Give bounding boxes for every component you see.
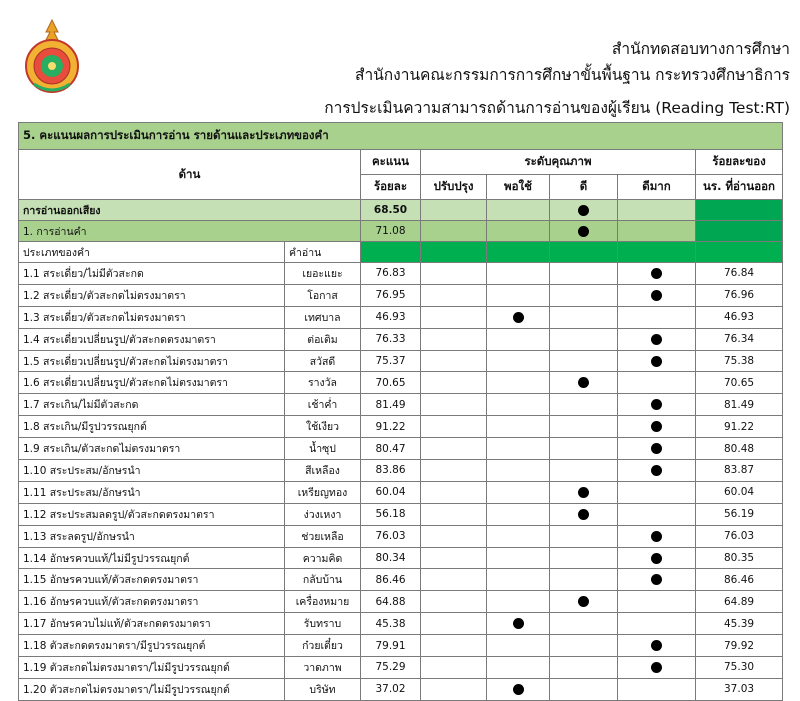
level-cell — [421, 635, 487, 657]
table-row — [19, 569, 783, 591]
level-cell — [550, 284, 618, 306]
sample-word: รับทราบ — [285, 613, 361, 635]
level-cell — [487, 306, 550, 328]
level-dot-marker — [651, 640, 662, 651]
level-cell — [487, 350, 550, 372]
sample-word: เช้าค่ำ — [285, 394, 361, 416]
table-row — [19, 481, 783, 503]
level-dot-marker — [578, 377, 589, 388]
score-percent: 76.03 — [361, 525, 421, 547]
sample-word: ความคิด — [285, 547, 361, 569]
level-cell — [618, 350, 696, 372]
section-title: 5. คะแนนผลการประเมินการอ่าน รายด้านและประเภทของคำ — [19, 123, 783, 150]
col-header-quality: ระดับคุณภาพ — [421, 150, 696, 175]
level-cell — [487, 372, 550, 394]
level-cell — [421, 613, 487, 635]
level-dot-marker — [651, 399, 662, 410]
sub-header-row — [19, 242, 783, 263]
level-cell — [550, 438, 618, 460]
level-dot-marker — [651, 574, 662, 585]
level-dot-marker — [578, 596, 589, 607]
level-cell — [618, 200, 696, 221]
table-row — [19, 350, 783, 372]
students-reading-percent: 37.03 — [696, 678, 783, 700]
word-type-label: 1.16 อักษรควบแท้/ตัวสะกดตรงมาตรา — [19, 591, 285, 613]
table-row — [19, 547, 783, 569]
level-cell — [550, 657, 618, 679]
table-row — [19, 306, 783, 328]
students-reading-percent: 80.48 — [696, 438, 783, 460]
level-dot-marker — [513, 684, 524, 695]
level-cell — [487, 284, 550, 306]
level-cell — [421, 350, 487, 372]
level-cell — [487, 591, 550, 613]
level-cell — [618, 481, 696, 503]
level-cell — [421, 394, 487, 416]
word-type-label: 1.3 สระเดี่ยว/ตัวสะกดไม่ตรงมาตรา — [19, 306, 285, 328]
word-type-label: 1.7 สระเกิน/ไม่มีตัวสะกด — [19, 394, 285, 416]
level-cell — [487, 503, 550, 525]
level-cell — [550, 613, 618, 635]
students-reading-percent: 60.04 — [696, 481, 783, 503]
table-row — [19, 503, 783, 525]
score-percent: 80.47 — [361, 438, 421, 460]
obec-emblem-logo — [24, 18, 80, 96]
table-row — [19, 416, 783, 438]
score-percent: 81.49 — [361, 394, 421, 416]
header-office-name: สำนักทดสอบทางการศึกษา — [611, 40, 790, 58]
score-percent: 86.46 — [361, 569, 421, 591]
level-cell — [550, 306, 618, 328]
sample-word: กลับบ้าน — [285, 569, 361, 591]
score-percent: 56.18 — [361, 503, 421, 525]
sample-word: เครื่องหมาย — [285, 591, 361, 613]
word-type-label: 1.6 สระเดี่ยวเปลี่ยนรูป/ตัวสะกดไม่ตรงมาตรา — [19, 372, 285, 394]
group-label: 1. การอ่านคำ — [19, 221, 361, 242]
level-cell — [618, 657, 696, 679]
level-cell — [421, 503, 487, 525]
level-cell — [550, 635, 618, 657]
students-reading-percent: 76.03 — [696, 525, 783, 547]
table-row — [19, 613, 783, 635]
score-percent: 37.02 — [361, 678, 421, 700]
score-percent: 80.34 — [361, 547, 421, 569]
level-cell — [487, 481, 550, 503]
word-type-label: 1.19 ตัวสะกดไม่ตรงมาตรา/ไม่มีรูปวรรณยุกต์ — [19, 657, 285, 679]
level-cell — [421, 481, 487, 503]
sample-word: ต่อเติม — [285, 328, 361, 350]
level-cell — [550, 481, 618, 503]
score-percent: 83.86 — [361, 460, 421, 482]
students-reading-percent: 76.34 — [696, 328, 783, 350]
level-cell — [618, 438, 696, 460]
level-cell — [421, 284, 487, 306]
level-cell — [550, 591, 618, 613]
sample-word: เทศบาล — [285, 306, 361, 328]
filler-cell — [421, 242, 487, 263]
level-cell — [618, 613, 696, 635]
level-header-fair: พอใช้ — [487, 175, 550, 200]
level-cell — [421, 306, 487, 328]
level-dot-marker — [578, 509, 589, 520]
level-cell — [618, 416, 696, 438]
score-percent: 45.38 — [361, 613, 421, 635]
word-type-label: 1.5 สระเดี่ยวเปลี่ยนรูป/ตัวสะกดไม่ตรงมาตรา — [19, 350, 285, 372]
word-type-label: 1.14 อักษรควบแท้/ไม่มีรูปวรรณยุกต์ — [19, 547, 285, 569]
level-cell — [550, 547, 618, 569]
students-reading-percent: 76.96 — [696, 284, 783, 306]
level-cell — [550, 525, 618, 547]
level-cell — [421, 460, 487, 482]
level-cell — [487, 416, 550, 438]
students-reading-percent: 56.19 — [696, 503, 783, 525]
percent-cell — [696, 200, 783, 221]
level-dot-marker — [651, 443, 662, 454]
col-header-score: คะแนน — [361, 150, 421, 175]
word-type-label: 1.12 สระประสมลดรูป/ตัวสะกดตรงมาตรา — [19, 503, 285, 525]
students-reading-percent: 75.30 — [696, 657, 783, 679]
level-cell — [618, 284, 696, 306]
level-cell — [421, 221, 487, 242]
table-row — [19, 657, 783, 679]
level-cell — [421, 438, 487, 460]
level-header-good: ดี — [550, 175, 618, 200]
table-row — [19, 394, 783, 416]
score-percent: 76.33 — [361, 328, 421, 350]
group-score: 71.08 — [361, 221, 421, 242]
word-type-label: 1.10 สระประสม/อักษรนำ — [19, 460, 285, 482]
word-type-label: 1.18 ตัวสะกดตรงมาตรา/มีรูปวรรณยุกต์ — [19, 635, 285, 657]
word-type-label: 1.11 สระประสม/อักษรนำ — [19, 481, 285, 503]
level-dot-marker — [578, 205, 589, 216]
level-cell — [618, 635, 696, 657]
level-cell — [618, 372, 696, 394]
word-type-label: 1.9 สระเกิน/ตัวสะกดไม่ตรงมาตรา — [19, 438, 285, 460]
level-cell — [421, 416, 487, 438]
level-dot-marker — [651, 421, 662, 432]
level-cell — [421, 569, 487, 591]
score-percent: 76.83 — [361, 263, 421, 285]
word-header: คำอ่าน — [285, 242, 361, 263]
sample-word: ใช้เงียว — [285, 416, 361, 438]
level-cell — [618, 525, 696, 547]
level-cell — [618, 569, 696, 591]
level-cell — [487, 328, 550, 350]
students-reading-percent: 64.89 — [696, 591, 783, 613]
level-dot-marker — [578, 226, 589, 237]
level-cell — [421, 525, 487, 547]
word-type-label: 1.2 สระเดี่ยว/ตัวสะกดไม่ตรงมาตรา — [19, 284, 285, 306]
table-row — [19, 372, 783, 394]
table-row — [19, 635, 783, 657]
word-type-label: 1.13 สระลดรูป/อักษรนำ — [19, 525, 285, 547]
col-header-students-reading: นร. ที่อ่านออก — [696, 175, 783, 200]
level-cell — [421, 372, 487, 394]
level-cell — [550, 503, 618, 525]
students-reading-percent: 81.49 — [696, 394, 783, 416]
word-type-label: 1.4 สระเดี่ยวเปลี่ยนรูป/ตัวสะกดตรงมาตรา — [19, 328, 285, 350]
level-cell — [421, 547, 487, 569]
level-cell — [487, 263, 550, 285]
students-reading-percent: 45.39 — [696, 613, 783, 635]
students-reading-percent: 46.93 — [696, 306, 783, 328]
students-reading-percent: 76.84 — [696, 263, 783, 285]
students-reading-percent: 86.46 — [696, 569, 783, 591]
level-cell — [487, 678, 550, 700]
group-row-oral-reading — [19, 200, 783, 221]
level-cell — [550, 221, 618, 242]
sample-word: ช่วยเหลือ — [285, 525, 361, 547]
table-row — [19, 263, 783, 285]
level-cell — [550, 394, 618, 416]
level-cell — [550, 678, 618, 700]
score-percent: 75.29 — [361, 657, 421, 679]
level-header-very-good: ดีมาก — [618, 175, 696, 200]
score-percent: 79.91 — [361, 635, 421, 657]
word-type-header: ประเภทของคำ — [19, 242, 285, 263]
level-dot-marker — [578, 487, 589, 498]
level-cell — [618, 263, 696, 285]
level-dot-marker — [651, 553, 662, 564]
level-dot-marker — [651, 662, 662, 673]
word-type-label: 1.17 อักษรควบไม่แท้/ตัวสะกดตรงมาตรา — [19, 613, 285, 635]
col-header-percent: ร้อยละของ — [696, 150, 783, 175]
level-cell — [487, 613, 550, 635]
word-type-label: 1.15 อักษรควบแท้/ตัวสะกดตรงมาตรา — [19, 569, 285, 591]
level-cell — [421, 678, 487, 700]
filler-cell — [487, 242, 550, 263]
level-cell — [487, 547, 550, 569]
table-row — [19, 284, 783, 306]
col-header-area: ด้าน — [19, 150, 361, 200]
sample-word: ง่วงเหงา — [285, 503, 361, 525]
sample-word: เยอะแยะ — [285, 263, 361, 285]
students-reading-percent: 70.65 — [696, 372, 783, 394]
header-report-title: การประเมินความสามารถด้านการอ่านของผู้เรียน (Reading Test:RT) — [324, 99, 790, 117]
score-percent: 91.22 — [361, 416, 421, 438]
sample-word: บริษัท — [285, 678, 361, 700]
sample-word: วาดภาพ — [285, 657, 361, 679]
level-cell — [421, 328, 487, 350]
level-dot-marker — [651, 334, 662, 345]
group-row-word-reading — [19, 221, 783, 242]
level-dot-marker — [651, 268, 662, 279]
level-cell — [550, 328, 618, 350]
level-cell — [487, 438, 550, 460]
score-percent: 46.93 — [361, 306, 421, 328]
level-dot-marker — [651, 465, 662, 476]
level-cell — [421, 591, 487, 613]
sample-word: น้ำซุป — [285, 438, 361, 460]
table-row — [19, 328, 783, 350]
sample-word: โอกาส — [285, 284, 361, 306]
filler-cell — [361, 242, 421, 263]
level-cell — [487, 221, 550, 242]
level-header-improve: ปรับปรุง — [421, 175, 487, 200]
level-cell — [618, 306, 696, 328]
group-label: การอ่านออกเสียง — [19, 200, 361, 221]
level-cell — [550, 416, 618, 438]
students-reading-percent: 79.92 — [696, 635, 783, 657]
level-cell — [618, 547, 696, 569]
level-cell — [618, 460, 696, 482]
score-percent: 70.65 — [361, 372, 421, 394]
level-cell — [487, 525, 550, 547]
percent-cell — [696, 221, 783, 242]
table-row — [19, 591, 783, 613]
level-cell — [487, 200, 550, 221]
level-cell — [550, 372, 618, 394]
reading-score-table — [18, 122, 783, 701]
table-row — [19, 525, 783, 547]
level-cell — [550, 460, 618, 482]
level-dot-marker — [651, 356, 662, 367]
sample-word: สวัสดี — [285, 350, 361, 372]
level-cell — [487, 657, 550, 679]
score-percent: 76.95 — [361, 284, 421, 306]
sample-word: เหรียญทอง — [285, 481, 361, 503]
level-cell — [421, 200, 487, 221]
sample-word: สีเหลือง — [285, 460, 361, 482]
word-type-label: 1.1 สระเดี่ยว/ไม่มีตัวสะกด — [19, 263, 285, 285]
level-cell — [487, 635, 550, 657]
score-percent: 64.88 — [361, 591, 421, 613]
level-cell — [550, 350, 618, 372]
students-reading-percent: 80.35 — [696, 547, 783, 569]
table-row — [19, 438, 783, 460]
students-reading-percent: 75.38 — [696, 350, 783, 372]
level-cell — [618, 503, 696, 525]
word-type-label: 1.8 สระเกิน/มีรูปวรรณยุกต์ — [19, 416, 285, 438]
filler-cell — [618, 242, 696, 263]
filler-cell — [696, 242, 783, 263]
word-type-label: 1.20 ตัวสะกดไม่ตรงมาตรา/ไม่มีรูปวรรณยุกต์ — [19, 678, 285, 700]
level-cell — [487, 460, 550, 482]
level-cell — [421, 657, 487, 679]
level-cell — [550, 263, 618, 285]
table-row — [19, 460, 783, 482]
sample-word: ก๋วยเตี๋ยว — [285, 635, 361, 657]
col-header-score-percent: ร้อยละ — [361, 175, 421, 200]
level-cell — [618, 394, 696, 416]
level-dot-marker — [513, 618, 524, 629]
sample-word: รางวัล — [285, 372, 361, 394]
group-score: 68.50 — [361, 200, 421, 221]
score-percent: 60.04 — [361, 481, 421, 503]
level-cell — [487, 569, 550, 591]
level-cell — [421, 263, 487, 285]
level-dot-marker — [651, 290, 662, 301]
score-percent: 75.37 — [361, 350, 421, 372]
level-cell — [550, 569, 618, 591]
level-cell — [618, 678, 696, 700]
table-row — [19, 678, 783, 700]
level-cell — [618, 221, 696, 242]
students-reading-percent: 91.22 — [696, 416, 783, 438]
level-cell — [618, 328, 696, 350]
level-dot-marker — [513, 312, 524, 323]
level-cell — [487, 394, 550, 416]
level-dot-marker — [651, 531, 662, 542]
header-commission-name: สำนักงานคณะกรรมการการศึกษาขั้นพื้นฐาน กระทรวงศึกษาธิการ — [355, 66, 790, 84]
level-cell — [550, 200, 618, 221]
students-reading-percent: 83.87 — [696, 460, 783, 482]
filler-cell — [550, 242, 618, 263]
level-cell — [618, 591, 696, 613]
